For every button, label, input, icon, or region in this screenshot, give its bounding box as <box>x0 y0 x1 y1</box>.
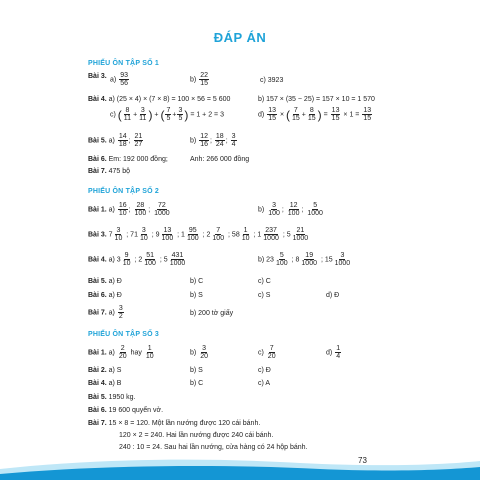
s2-bai5-c: c) C <box>258 278 271 285</box>
s1-bai4-c: c) ( $\frac{8}{11}$ + $\frac{3}{11}$ ) + ( $\frac{7}{5}$ + $\frac{3}{5}$ ) = 1 + 2 = 3 <box>110 107 224 122</box>
s2-bai5-a: Bài 5. a) Đ <box>88 278 122 285</box>
s3-bai2-c: c) Đ <box>258 367 271 374</box>
s2-bai1-b: b) $\frac{3}{100}$ ; $\frac{12}{100}$ ; $\frac{5}{1000}$ <box>258 202 323 217</box>
s3-bai1-b: b) $\frac{3}{20}$ <box>190 345 208 360</box>
section-heading-1: PHIẾU ÔN TẬP SỐ 1 <box>88 60 159 67</box>
s3-bai2-a: Bài 2. a) S <box>88 367 122 374</box>
s3-bai1-c: c) $\frac{7}{20}$ <box>258 345 276 360</box>
s3-bai4-c: c) A <box>258 380 271 387</box>
s3-bai2-b: b) S <box>190 367 203 374</box>
s2-bai4-b: b) 23 $\frac{5}{100}$ ; 8 $\frac{19}{1000}$ ; 15 $\frac{3}{1000}$ <box>258 252 351 267</box>
s3-bai7-line3: 240 : 10 = 24. Sau hai lần nướng, cửa hàng có 24 hộp bánh. <box>119 444 308 451</box>
s1-bai5-a: Bài 5. a) $\frac{14}{18}$ ; $\frac{21}{27}$ <box>88 133 143 148</box>
s3-bai1-d: d) $\frac{1}{4}$ <box>326 345 341 360</box>
section-heading-3: PHIẾU ÔN TẬP SỐ 3 <box>88 331 159 338</box>
s1-bai4-label: Bài 4. a) (25 × 4) × (7 × 8) = 100 × 56 = 5 600 <box>88 96 231 103</box>
s3-bai7-line1: Bài 7. 15 × 8 = 120. Một lần nướng được 120 cái bánh. <box>88 420 261 427</box>
page-number: 73 <box>358 456 367 465</box>
s2-bai6-b: b) S <box>190 292 203 299</box>
s2-bai1-a: Bài 1. a) $\frac{16}{10}$ ; $\frac{28}{100}$ ; $\frac{72}{1000}$ <box>88 202 170 217</box>
s3-bai4-b: b) C <box>190 380 204 387</box>
s2-bai5-b: b) C <box>190 278 204 285</box>
s3-bai7-line2: 120 × 2 = 240. Hai lần nướng được 240 cái bánh. <box>119 432 274 439</box>
s3-bai5: Bài 5. 1950 kg. <box>88 394 136 401</box>
s3-bai4-a: Bài 4. a) B <box>88 380 122 387</box>
s1-bai4-b: b) 157 × (35 − 25) = 157 × 10 = 1 570 <box>258 96 375 103</box>
s1-bai6-a: Bài 6. Em: 192 000 đồng; <box>88 156 168 163</box>
s1-bai7: Bài 7. 475 bộ <box>88 168 131 175</box>
s2-bai6-d: d) Đ <box>326 292 340 299</box>
s1-bai4-d: d) $\frac{13}{15}$ × ( $\frac{7}{15}$ + $\frac{8}{15}$ ) = $\frac{13}{15}$ × 1 = $\frac{13}{15}$ <box>258 107 372 122</box>
s2-bai6-a: Bài 6. a) Đ <box>88 292 122 299</box>
s2-bai6-c: c) S <box>258 292 271 299</box>
s3-bai6: Bài 6. 19 600 quyển vở. <box>88 407 164 414</box>
s1-bai6-b: Anh: 266 000 đồng <box>190 156 250 163</box>
footer-wave-decoration <box>0 455 480 480</box>
section-heading-2: PHIẾU ÔN TẬP SỐ 2 <box>88 188 159 195</box>
s2-bai3: Bài 3. 7 $\frac{3}{10}$ ; 71 $\frac{3}{10}$ ; 9 $\frac{13}{100}$ ; 1 $\frac{95}{100}$ ; 2 $\frac{7}{100}$ ; 58 $\frac{1}{10}$ ; 1 $\frac{237}{1000}$ ; 5 $\frac{21}{1000}$ <box>88 227 309 242</box>
s1-bai3-a: a) $\frac{93}{56}$ <box>110 72 128 87</box>
s2-bai7-a: Bài 7. a) $\frac{3}{2}$ <box>88 305 123 320</box>
s2-bai4-a: Bài 4. a) 3 $\frac{9}{10}$ ; 2 $\frac{51}{100}$ ; 5 $\frac{431}{1000}$ <box>88 252 186 267</box>
s1-bai3-label: Bài 3. <box>88 73 107 80</box>
s1-bai3-c: c) 3923 <box>260 77 284 84</box>
s3-bai1-a: Bài 1. a) $\frac{2}{20}$ hay $\frac{1}{10}$ <box>88 345 154 360</box>
s1-bai3-b: b) $\frac{22}{15}$ <box>190 72 208 87</box>
s2-bai7-b: b) 200 tờ giấy <box>190 310 234 317</box>
page-title: ĐÁP ÁN <box>213 30 267 45</box>
s1-bai5-b: b) $\frac{12}{16}$ ; $\frac{18}{24}$ ; $\frac{3}{4}$ <box>190 133 236 148</box>
